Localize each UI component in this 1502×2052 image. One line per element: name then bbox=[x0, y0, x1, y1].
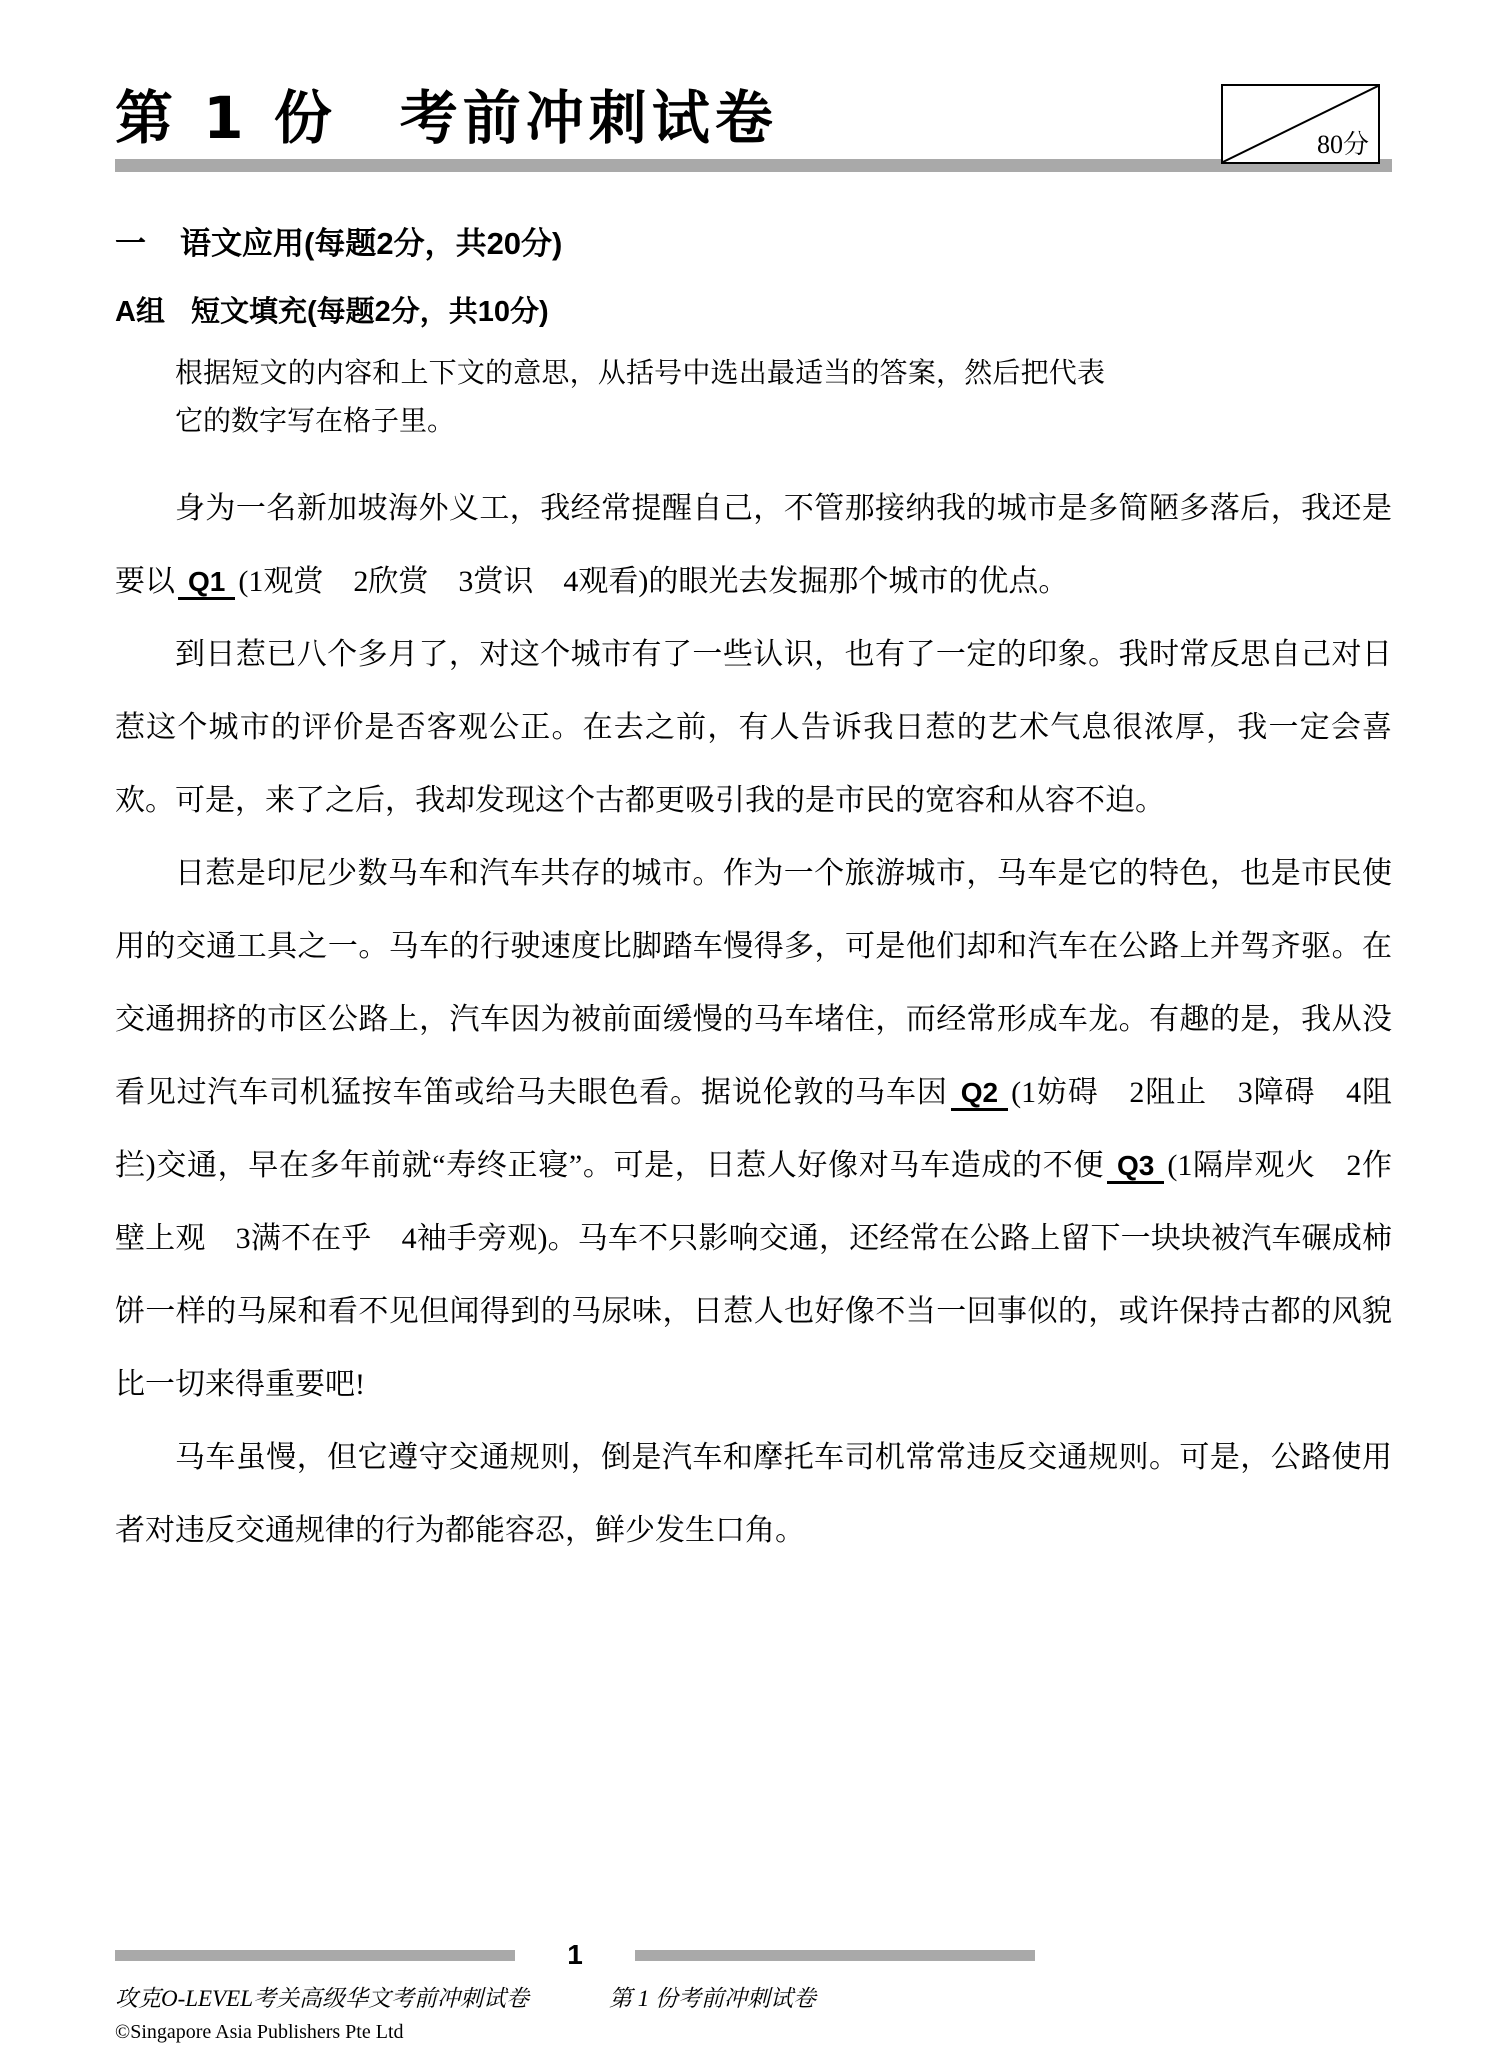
section-heading bbox=[115, 218, 1392, 263]
passage-paragraph bbox=[115, 472, 1392, 618]
footer-chapter-title: 第 1 份考前冲刺试卷 bbox=[609, 1986, 816, 2012]
question-marker: Q1 bbox=[178, 566, 235, 600]
score-label: 80分 bbox=[1316, 130, 1369, 159]
question-marker: Q2 bbox=[951, 1077, 1008, 1111]
passage-paragraph bbox=[115, 1421, 1392, 1567]
footer-copyright: ©Singapore Asia Publishers Pte Ltd bbox=[115, 2021, 404, 2043]
page-number: 1 bbox=[567, 1939, 583, 1971]
page-number-row bbox=[115, 1941, 1392, 1969]
group-label: A组 bbox=[115, 295, 165, 328]
footer-left-bar bbox=[115, 1950, 515, 1961]
group-title: 短文填充(每题2分，共10分) bbox=[190, 295, 549, 328]
score-box bbox=[1221, 84, 1380, 164]
page-header bbox=[115, 0, 1392, 172]
instructions-text: 根据短文的内容和上下文的意思，从括号中选出最适当的答案，然后把代表它的数字写在格子里。 bbox=[175, 357, 1105, 437]
page-footer bbox=[115, 1941, 1392, 2044]
passage bbox=[115, 472, 1392, 1567]
header-divider bbox=[115, 159, 1392, 172]
passage-text: (1妨碍 2阻止 3障碍 4阻拦)交通，早在多年前就“寿终正寝”。可是，日惹人好像对马车造成的不便 bbox=[115, 1075, 1393, 1182]
passage-paragraph bbox=[115, 618, 1392, 837]
exam-page bbox=[115, 0, 1392, 2052]
passage-text: (1观赏 2欣赏 3赏识 4观看)的眼光去发掘那个城市的优点。 bbox=[238, 564, 1069, 598]
footer-right-bar bbox=[635, 1950, 1035, 1961]
passage-text: (1隔岸观火 2作壁上观 3满不在乎 4袖手旁观)。马车不只影响交通，还经常在公路上留下一块块被汽车碾成柿饼一样的马屎和看不见但闻得到的马尿味，日惹人也好像不当一回事似的，或许保持古都的风貌比一切来得重要吧! bbox=[115, 1148, 1392, 1401]
footer-book-row bbox=[115, 1985, 1392, 2013]
section-title: 语文应用(每题2分，共20分) bbox=[180, 225, 563, 261]
page-title: 第 1 份 考前冲刺试卷 bbox=[115, 84, 778, 152]
passage-text: 日惹是印尼少数马车和汽车共存的城市。作为一个旅游城市，马车是它的特色，也是市民使用的交通工具之一。马车的行驶速度比脚踏车慢得多，可是他们却和汽车在公路上并驾齐驱。在交通拥挤的市区公路上，汽车因为被前面缓慢的马车堵住，而经常形成车龙。有趣的是，我从没看见过汽车司机猛按车笛或给马夫眼色看。据说伦敦的马车因 bbox=[115, 856, 1392, 1109]
group-heading bbox=[115, 289, 1392, 330]
passage-text: 身为一名新加坡海外义工，我经常提醒自己，不管那接纳我的城市是多简陋多落后，我还是要以 bbox=[115, 491, 1392, 598]
passage-paragraph bbox=[115, 837, 1392, 1421]
footer-book-title: 攻克O-LEVEL考关高级华文考前冲刺试卷 bbox=[115, 1986, 529, 2012]
question-marker: Q3 bbox=[1107, 1150, 1164, 1184]
passage-text: 到日惹已八个多月了，对这个城市有了一些认识，也有了一定的印象。我时常反思自己对日惹这个城市的评价是否客观公正。在去之前，有人告诉我日惹的艺术气息很浓厚，我一定会喜欢。可是，来了之后，我却发现这个古都更吸引我的是市民的宽容和从容不迫。 bbox=[115, 637, 1392, 817]
passage-text: 马车虽慢，但它遵守交通规则，倒是汽车和摩托车司机常常违反交通规则。可是，公路使用者对违反交通规律的行为都能容忍，鲜少发生口角。 bbox=[115, 1440, 1392, 1547]
section-number: 一 bbox=[115, 225, 146, 261]
